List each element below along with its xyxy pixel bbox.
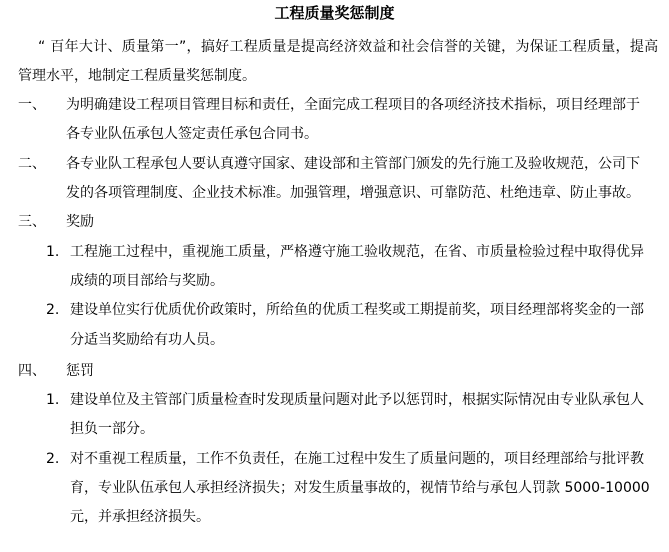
section-marker: 三、 (18, 214, 46, 230)
section-text: 发的各项管理制度、企业技术标准。加强管理，增强意识、可靠防范、杜绝违章、防止事故。 (66, 185, 640, 201)
item-text: 元，并承担经济损失。 (70, 509, 210, 525)
section-heading: 奖励 (66, 214, 94, 230)
section-marker: 二、 (18, 156, 46, 172)
intro-line: 管理水平，地制定工程质量奖惩制度。 (18, 68, 256, 84)
section-text: 各专业队工程承包人要认真遵守国家、建设部和主管部门颁发的先行施工及验收规范，公司下 (66, 156, 640, 172)
item-number: 1. (46, 244, 60, 260)
item-number: 2. (46, 302, 60, 318)
item-text: 建设单位及主管部门质量检查时发现质量问题对此予以惩罚时，根据实际情况由专业队承包人 (70, 392, 644, 408)
item-text: 建设单位实行优质优价政策时，所给鱼的优质工程奖或工期提前奖，项目经理部将奖金的一部 (70, 302, 644, 318)
item-number: 1. (46, 392, 60, 408)
item-text: 担负一部分。 (70, 421, 154, 437)
item-text: 育，专业队伍承包人承担经济损失；对发生质量事故的，视情节给与承包人罚款 5000-10000 (70, 480, 650, 496)
item-text: 分适当奖励给有功人员。 (70, 332, 224, 348)
item-text: 工程施工过程中，重视施工质量，严格遵守施工验收规范，在省、市质量检验过程中取得优异 (70, 244, 644, 260)
item-text: 成绩的项目部给与奖励。 (70, 273, 224, 289)
section-text: 为明确建设工程项目管理目标和责任，全面完成工程项目的各项经济技术指标，项目经理部于 (66, 97, 640, 113)
intro-line: “ 百年大计、质量第一”，搞好工程质量是提高经济效益和社会信誉的关键，为保证工程质量，提高 (38, 39, 659, 55)
section-marker: 一、 (18, 97, 46, 113)
item-text: 对不重视工程质量，工作不负责任，在施工过程中发生了质量问题的，项目经理部给与批评教 (70, 451, 644, 467)
item-number: 2. (46, 451, 60, 467)
document-title: 工程质量奖惩制度 (274, 4, 395, 22)
section-heading: 惩罚 (66, 363, 94, 379)
section-text: 各专业队伍承包人签定责任承包合同书。 (66, 126, 318, 142)
section-marker: 四、 (18, 363, 46, 379)
